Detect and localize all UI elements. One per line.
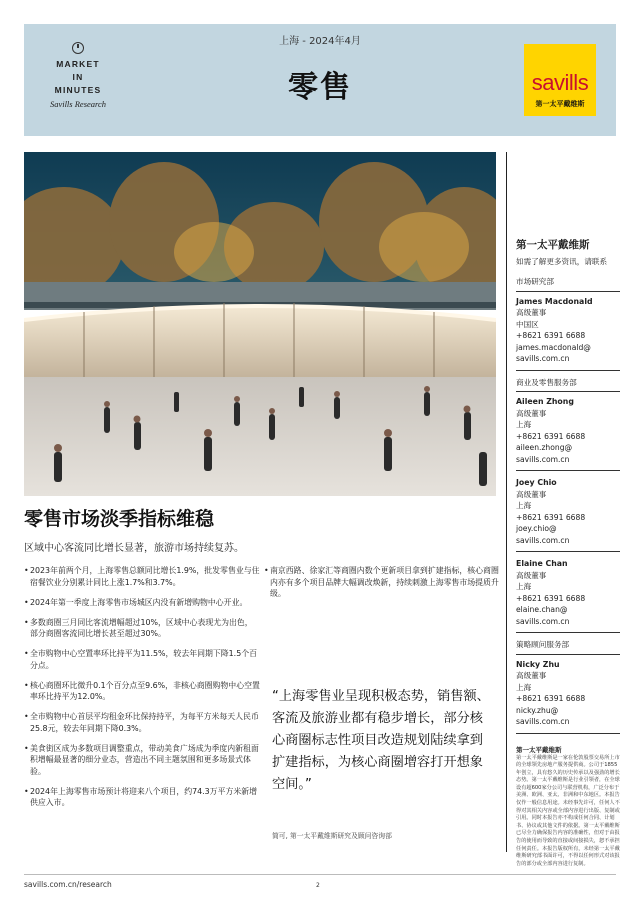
bullet-item: • 2024年上海零售市场预计将迎来八个项目，约74.3万平方米新增供应入市。 <box>24 786 260 809</box>
mim-line-2: IN <box>72 72 84 82</box>
disclaimer-title: 第一太平戴维斯 <box>516 745 562 754</box>
hero-photo-illustration <box>24 152 496 496</box>
contact-name: Elaine Chan <box>516 559 568 568</box>
contact-phone[interactable]: +8621 6391 6688 <box>516 694 586 703</box>
article-headline: 零售市场淡季指标维稳 <box>24 508 215 530</box>
page-title: 零售 <box>288 70 352 105</box>
bullet-item: • 美食街区成为多数项目调整重点，带动美食广场成为季度内新租面积增幅最显著的细分业态，营造出不同主题氛围和更多场景式体验。 <box>24 743 260 778</box>
contact-region: 上海 <box>516 501 532 510</box>
logo-wordmark: savills <box>531 70 589 95</box>
hero-photo <box>24 152 496 496</box>
key-points-right <box>264 565 500 600</box>
article-subhead: 区域中心客流同比增长显著，旅游市场持续复苏。 <box>24 543 244 554</box>
bullet-item: • 2023年前两个月，上海零售总额同比增长1.9%，批发零售业与住宿餐饮业分别累计同比上涨1.7%和3.7%。 <box>24 565 260 588</box>
contact-email[interactable]: aileen.zhong@ savills.com.cn <box>516 443 573 464</box>
section-heading-consultancy: 策略顾问服务部 <box>516 639 620 655</box>
contact-email[interactable]: elaine.chan@ savills.com.cn <box>516 605 570 626</box>
contact-role: 高级董事 <box>516 308 547 317</box>
report-date: 上海 - 2024年4月 <box>279 36 361 47</box>
contact-region: 中国区 <box>516 319 539 329</box>
contact-region: 上海 <box>516 682 532 692</box>
contact-role: 高级董事 <box>516 489 547 499</box>
section-heading-retail: 商业及零售服务部 <box>516 377 620 393</box>
mim-line-3: MINUTES <box>54 85 102 95</box>
bullet-item: • 全市购物中心首层平均租金环比保持持平，为每平方米每天人民币25.8元，较去年同期下降0.3%。 <box>24 711 260 734</box>
contact-name: Joey Chio <box>516 478 557 487</box>
savills-logo[interactable] <box>524 44 596 116</box>
contact-phone[interactable]: +8621 6391 6688 <box>516 512 586 522</box>
contact-email[interactable]: joey.chio@ savills.com.cn <box>516 524 570 545</box>
contact-role: 高级董事 <box>516 671 547 680</box>
contact-phone[interactable]: +8621 6391 6688 <box>516 331 586 340</box>
footer-divider <box>24 874 616 875</box>
contact-name: Nicky Zhu <box>516 659 560 669</box>
header-band <box>24 24 616 136</box>
contact-region: 上海 <box>516 582 532 591</box>
disclaimer-text: 第一太平戴维斯是一家在伦敦股票交易所上市的全球领先房地产服务提供商。公司于1855年创立，具有悠久的历史传承以及强劲的增长态势。第一太平戴维斯是行业引领者，在全球设有超600家分公司与联营机构，广泛分布于美洲、欧洲、亚太、非洲和中东地区。本报告仅作一般信息用途。未经事先许可，任何人不得对其相关内容或全部内容进行出版、复制或引用。同时本报告亦不构成任何合同、计划书、协议或其他文件的依据。第一太平戴维斯已尽全力确保报告内容的准确性，但对于由报告的使用而导致的直接或间接损失，恕不承担任何责任。本报告版权所有，未经第一太平戴维斯研究部书面许可，不得以任何形式对该报告的部分或全部内容进行复制。 <box>516 754 620 867</box>
contact-phone[interactable]: +8621 6391 6688 <box>516 431 586 441</box>
contact-email[interactable]: james.macdonald@ savills.com.cn <box>516 342 591 363</box>
mim-subtitle: Savills Research <box>49 99 107 109</box>
logo-subtitle: 第一太平戴维斯 <box>535 100 585 108</box>
bullet-item: • 2024年第一季度上海零售市场城区内没有新增购物中心开业。 <box>24 597 260 609</box>
page-number: 2 <box>316 882 320 889</box>
sidebar-contacts <box>516 240 620 868</box>
pull-quote: “上海零售业呈现积极态势，销售额、客流及旅游业都有稳步增长，部分核心商圈标志性项目改造规划陆续拿到扩建指标，为核心商圈增容打开想象空间。” <box>272 689 490 792</box>
footer-url-link[interactable]: savills.com.cn/research <box>24 880 112 889</box>
sidebar-title: 第一太平戴维斯 <box>516 239 590 251</box>
key-points-left <box>24 565 260 817</box>
contact-name: James Macdonald <box>516 296 593 306</box>
bullet-item: • 南京西路、徐家汇等商圈内数个更新项目拿到扩建指标，核心商圈内亦有多个项目品牌大幅调改焕新，持续刺激上海零售市场提质升级。 <box>264 565 500 600</box>
contact-card <box>516 659 620 734</box>
contact-card <box>516 296 620 371</box>
contact-region: 上海 <box>516 420 532 429</box>
mim-line-1: MARKET <box>56 59 100 69</box>
contact-role: 高级董事 <box>516 408 547 418</box>
contact-card <box>516 396 620 471</box>
bullet-item: • 多数商圈三月同比客流增幅超过10%，区域中心表现尤为出色，部分商圈客流同比增长甚至超过30%。 <box>24 617 260 640</box>
contact-card <box>516 477 620 552</box>
bullet-item: • 全市购物中心空置率环比持平为11.5%，较去年同期下降1.5个百分点。 <box>24 648 260 671</box>
contact-phone[interactable]: +8621 6391 6688 <box>516 593 586 603</box>
contact-card <box>516 558 620 633</box>
contact-name: Aileen Zhong <box>516 397 574 406</box>
quote-source: 简可, 第一太平戴维斯研究及顾问咨询部 <box>272 832 392 840</box>
section-heading-research: 市场研究部 <box>516 276 620 292</box>
column-divider <box>506 152 507 852</box>
contact-email[interactable]: nicky.zhu@ savills.com.cn <box>516 705 570 726</box>
contact-role: 高级董事 <box>516 570 547 580</box>
bullet-item: • 核心商圈环比微升0.1个百分点至9.6%，非核心商圈购物中心空置率环比持平为12.0%。 <box>24 680 260 703</box>
sidebar-note: 如需了解更多资讯，请联系 <box>516 256 608 266</box>
